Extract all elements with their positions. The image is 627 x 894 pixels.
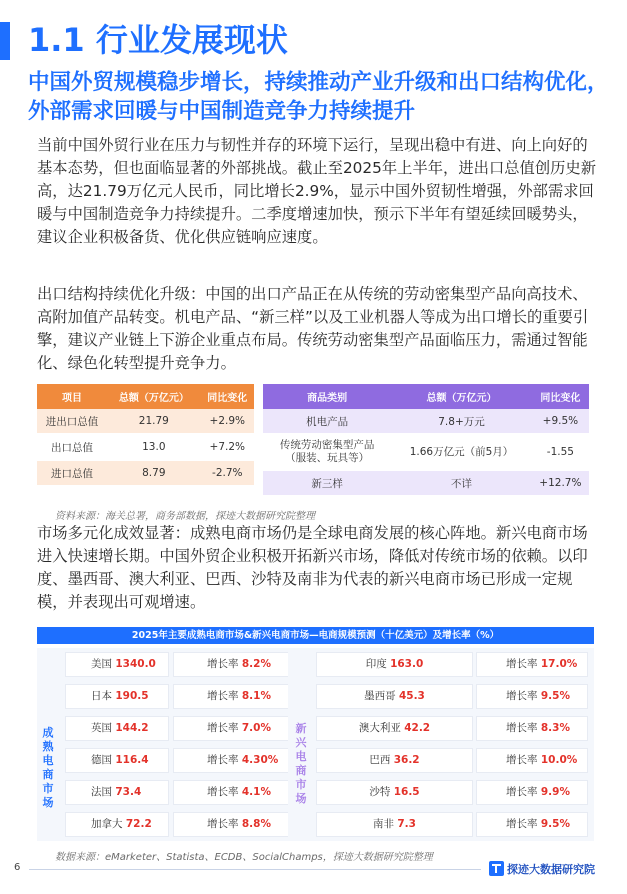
market-country: 墨西哥 bbox=[364, 690, 396, 702]
market-country: 南非 bbox=[373, 818, 395, 830]
source-note: 数据来源：eMarketer、Statista、ECDB、SocialChamps，探迹大数据研究院整理 bbox=[55, 852, 433, 863]
market-size-value: 36.2 bbox=[393, 754, 420, 766]
market-growth-cell bbox=[173, 748, 291, 773]
growth-rate-value: 7.0% bbox=[241, 722, 271, 734]
market-country: 巴西 bbox=[369, 754, 391, 766]
table-cell: +12.7% bbox=[532, 471, 589, 497]
mature-market-panel bbox=[37, 648, 306, 841]
market-country: 沙特 bbox=[369, 786, 391, 798]
footer-divider bbox=[29, 869, 481, 870]
market-growth-cell bbox=[173, 780, 291, 805]
market-value-cell bbox=[316, 716, 473, 741]
market-value-cell bbox=[316, 684, 473, 709]
table-header: 项目 bbox=[37, 384, 107, 409]
market-value-cell bbox=[65, 812, 169, 837]
market-value-cell bbox=[65, 652, 169, 677]
table-cell: 新三样 bbox=[263, 471, 391, 497]
table-cell: 进出口总值 bbox=[37, 409, 107, 435]
market-growth-cell bbox=[173, 684, 291, 709]
table-header: 总额（万亿元） bbox=[391, 384, 532, 409]
table-header: 同比变化 bbox=[532, 384, 589, 409]
market-size-value: 144.2 bbox=[115, 722, 149, 734]
table-header: 总额（万亿元） bbox=[107, 384, 200, 409]
table-cell: -1.55 bbox=[532, 435, 589, 471]
table-cell: 1.66万亿元（前5月） bbox=[391, 435, 532, 471]
growth-rate-value: 17.0% bbox=[540, 658, 578, 670]
table-cell: 出口总值 bbox=[37, 435, 107, 461]
chart-title: 2025年主要成熟电商市场&新兴电商市场—电商规模预测（十亿美元）及增长率（%） bbox=[37, 627, 594, 644]
product-category-table bbox=[263, 384, 589, 497]
growth-rate-label: 增长率 bbox=[506, 722, 538, 734]
group-label-emerging: 新兴电商市场 bbox=[295, 722, 307, 805]
growth-rate-label: 增长率 bbox=[207, 786, 239, 798]
market-size-value: 116.4 bbox=[115, 754, 149, 766]
group-label-mature: 成熟电商市场 bbox=[42, 726, 54, 809]
growth-rate-value: 4.30% bbox=[241, 754, 279, 766]
table-header: 商品类别 bbox=[263, 384, 391, 409]
growth-rate-value: 9.5% bbox=[540, 690, 570, 702]
market-country: 美国 bbox=[91, 658, 112, 670]
table-cell: 21.79 bbox=[107, 409, 200, 435]
market-size-value: 45.3 bbox=[398, 690, 425, 702]
market-size-value: 73.4 bbox=[115, 786, 142, 798]
growth-rate-value: 9.5% bbox=[540, 818, 570, 830]
growth-rate-label: 增长率 bbox=[207, 658, 239, 670]
page-title: 1.1 行业发展现状 bbox=[28, 21, 288, 59]
ecommerce-market-chart bbox=[37, 627, 594, 841]
brand-logo-icon bbox=[489, 861, 504, 876]
growth-rate-value: 8.1% bbox=[241, 690, 271, 702]
emerging-market-panel bbox=[288, 648, 594, 841]
trade-total-table bbox=[37, 384, 254, 487]
market-country: 澳大利亚 bbox=[358, 722, 401, 734]
growth-rate-value: 8.8% bbox=[241, 818, 271, 830]
table-row bbox=[37, 409, 254, 435]
table-row bbox=[37, 435, 254, 461]
market-size-value: 163.0 bbox=[390, 658, 424, 670]
growth-rate-value: 8.3% bbox=[540, 722, 570, 734]
market-country: 英国 bbox=[91, 722, 112, 734]
page-number: 6 bbox=[14, 862, 21, 873]
market-growth-cell bbox=[476, 780, 588, 805]
market-value-cell bbox=[316, 780, 473, 805]
market-country: 加拿大 bbox=[91, 818, 123, 830]
market-country: 法国 bbox=[91, 786, 112, 798]
market-value-cell bbox=[316, 812, 473, 837]
market-value-cell bbox=[65, 748, 169, 773]
paragraph-overview: 当前中国外贸行业在压力与韧性并存的环境下运行，呈现出稳中有进、向上向好的基本态势，但也面临显著的外部挑战。截止至2025年上半年，进出口总值创历史新高，达21.79万亿元人民币，同比增长2.9%，显示中国外贸韧性增强，外部需求回暖与中国制造竞争力持续提升。二季度增速加快，预示下半年有望延续回暖势头，建议企业积极备货、优化供应链响应速度。 bbox=[37, 136, 597, 246]
table-cell: +9.5% bbox=[532, 409, 589, 435]
growth-rate-label: 增长率 bbox=[506, 754, 538, 766]
market-growth-cell bbox=[173, 652, 291, 677]
growth-rate-label: 增长率 bbox=[207, 754, 239, 766]
growth-rate-label: 增长率 bbox=[207, 690, 239, 702]
market-value-cell bbox=[316, 748, 473, 773]
market-value-cell bbox=[65, 780, 169, 805]
market-size-value: 190.5 bbox=[115, 690, 149, 702]
market-growth-cell bbox=[476, 652, 588, 677]
market-size-value: 1340.0 bbox=[115, 658, 156, 670]
title-accent-bar bbox=[0, 22, 10, 60]
market-value-cell bbox=[65, 716, 169, 741]
growth-rate-label: 增长率 bbox=[207, 722, 239, 734]
market-growth-cell bbox=[173, 716, 291, 741]
paragraph-market-diversification: 市场多元化成效显著：成熟电商市场仍是全球电商发展的核心阵地。新兴电商市场进入快速增长期。中国外贸企业积极开拓新兴市场，降低对传统市场的依赖。以印度、墨西哥、澳大利亚、巴西、沙特及南非为代表的新兴电商市场已形成一定规模，并表现出可观增速。 bbox=[37, 524, 588, 611]
table-row bbox=[263, 471, 589, 497]
growth-rate-value: 9.9% bbox=[540, 786, 570, 798]
market-country: 日本 bbox=[91, 690, 112, 702]
market-size-value: 16.5 bbox=[393, 786, 420, 798]
market-growth-cell bbox=[476, 812, 588, 837]
table-cell: 8.79 bbox=[107, 461, 200, 487]
table-header: 同比变化 bbox=[201, 384, 254, 409]
market-size-value: 72.2 bbox=[125, 818, 152, 830]
market-growth-cell bbox=[476, 684, 588, 709]
table-cell: 不详 bbox=[391, 471, 532, 497]
table-cell: 进口总值 bbox=[37, 461, 107, 487]
table-cell: 传统劳动密集型产品 （服装、玩具等） bbox=[263, 435, 391, 471]
market-country: 德国 bbox=[91, 754, 112, 766]
market-growth-cell bbox=[476, 716, 588, 741]
growth-rate-value: 4.1% bbox=[241, 786, 271, 798]
table-row bbox=[263, 435, 589, 471]
section-subtitle: 中国外贸规模稳步增长，持续推动产业升级和出口结构优化，外部需求回暖与中国制造竞争力持续提升 bbox=[28, 70, 609, 124]
market-size-value: 7.3 bbox=[397, 818, 416, 830]
market-country: 印度 bbox=[365, 658, 387, 670]
paragraph-export-structure: 出口结构持续优化升级：中国的出口产品正在从传统的劳动密集型产品向高技术、高附加值产品转变。机电产品、“新三样”以及工业机器人等成为出口增长的重要引擎，建议产业链上下游企业重点布局。传统劳动密集型产品面临压力，需通过智能化、绿色化转型提升竞争力。 bbox=[37, 285, 589, 372]
market-growth-cell bbox=[476, 748, 588, 773]
market-growth-cell bbox=[173, 812, 291, 837]
source-note: 资料来源：海关总署，商务部数据，探迹大数据研究院整理 bbox=[55, 511, 315, 522]
footer-brand: 探迹大数据研究院 bbox=[507, 863, 595, 876]
table-cell: -2.7% bbox=[201, 461, 254, 487]
table-row bbox=[37, 461, 254, 487]
table-cell: +7.2% bbox=[201, 435, 254, 461]
table-cell: 7.8+万元 bbox=[391, 409, 532, 435]
market-size-value: 42.2 bbox=[404, 722, 431, 734]
table-cell: +2.9% bbox=[201, 409, 254, 435]
growth-rate-label: 增长率 bbox=[506, 658, 538, 670]
market-value-cell bbox=[65, 684, 169, 709]
table-cell: 机电产品 bbox=[263, 409, 391, 435]
growth-rate-value: 8.2% bbox=[241, 658, 271, 670]
growth-rate-label: 增长率 bbox=[506, 690, 538, 702]
market-value-cell bbox=[316, 652, 473, 677]
growth-rate-label: 增长率 bbox=[506, 786, 538, 798]
growth-rate-value: 10.0% bbox=[540, 754, 578, 766]
growth-rate-label: 增长率 bbox=[207, 818, 239, 830]
growth-rate-label: 增长率 bbox=[506, 818, 538, 830]
table-row bbox=[263, 409, 589, 435]
table-cell: 13.0 bbox=[107, 435, 200, 461]
